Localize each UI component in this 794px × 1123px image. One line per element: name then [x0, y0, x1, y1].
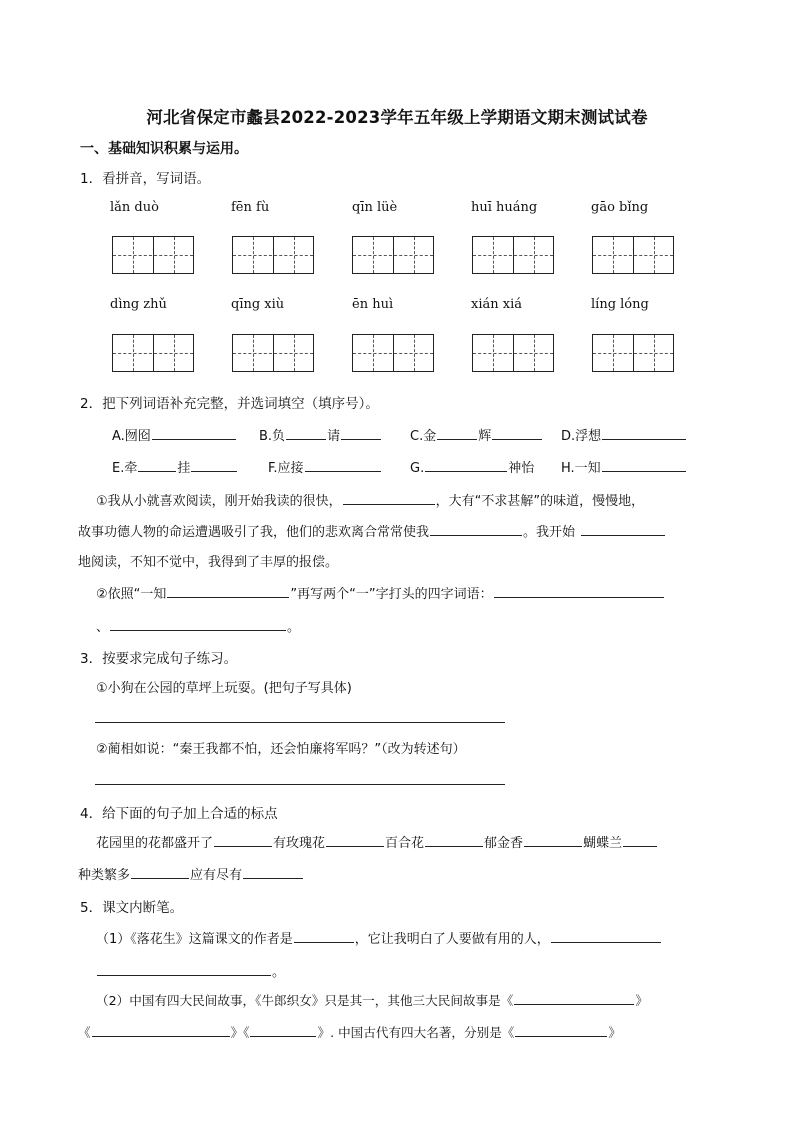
pinyin-label: lǎn duò: [110, 200, 159, 215]
word-option-c: C.金 辉: [410, 425, 543, 444]
section-heading: 一、基础知识积累与运用。: [80, 141, 248, 157]
word-option-d: D.浮想: [561, 425, 687, 444]
paragraph-1-line-1: ①我从小就喜欢阅读，刚开始我读的很快， ，大有“不求甚解”的味道，慢慢地，: [96, 490, 644, 509]
pinyin-label: xián xiá: [471, 297, 522, 312]
q4-line-2: 种类繁多 应有尽有: [78, 864, 304, 883]
q3-sentence-2: ②蔺相如说：“秦王我都不怕，还会怕廉将军吗？”（改为转述句）: [96, 742, 466, 757]
q5-item-1-line-1: （1）《落花生》这篇课文的作者是 ，它让我明白了人要做有用的人，: [96, 928, 662, 947]
q5-heading: 5．课文内断笔。: [80, 900, 184, 916]
writing-grid[interactable]: [352, 236, 434, 274]
word-option-h: H.一知: [561, 457, 687, 476]
writing-grid[interactable]: [472, 236, 554, 274]
pinyin-label: dìng zhǔ: [110, 297, 167, 312]
q3-heading: 3．按要求完成句子练习。: [80, 651, 238, 667]
pinyin-label: qīn lüè: [352, 200, 398, 215]
paragraph-1-line-2: 故事功德人物的命运遭遇吸引了我，他们的悲欢离合常常使我 。我开始: [78, 521, 666, 540]
writing-grid[interactable]: [352, 334, 434, 372]
pinyin-label: líng lóng: [591, 297, 649, 312]
pinyin-label: qīng xiù: [231, 297, 285, 312]
word-option-g: G. 神怡: [410, 457, 534, 476]
answer-line[interactable]: [95, 784, 505, 785]
paragraph-2-line-1: ②依照“一知 ”再写两个“一”字打头的四字词语：: [96, 583, 665, 602]
pinyin-label: ēn huì: [352, 297, 394, 312]
paragraph-1-line-3: 地阅读，不知不觉中，我得到了丰厚的报偿。: [78, 555, 339, 570]
word-option-a: A.囫囵: [112, 425, 237, 444]
pinyin-label: fēn fù: [231, 200, 270, 215]
writing-grid[interactable]: [232, 334, 314, 372]
answer-line[interactable]: [95, 722, 505, 723]
word-option-f: F.应接: [268, 457, 382, 476]
word-option-e: E.牵 挂: [112, 457, 238, 476]
writing-grid[interactable]: [592, 236, 674, 274]
pinyin-label: huī huáng: [471, 200, 538, 215]
writing-grid[interactable]: [112, 236, 194, 274]
q5-item-1-line-2: 。: [96, 961, 285, 980]
q5-item-2-line-1: （2）中国有四大民间故事，《牛郎织女》只是其一，其他三大民间故事是《 》: [96, 990, 648, 1009]
q1-heading: 1．看拼音，写词语。: [80, 171, 211, 187]
paragraph-2-line-2: 、 。: [96, 616, 300, 635]
pinyin-label: gāo bǐng: [591, 200, 649, 215]
q2-heading: 2．把下列词语补充完整，并选词填空（填序号）。: [80, 396, 379, 412]
q3-sentence-1: ①小狗在公园的草坪上玩耍。(把句子写具体): [96, 681, 352, 696]
q5-item-2-line-2: 《 》《 》. 中国古代有四大名著，分别是《 》: [78, 1022, 621, 1041]
page-title: 河北省保定市蠡县2022-2023学年五年级上学期语文期末测试试卷: [146, 108, 648, 127]
q4-heading: 4．给下面的句子加上合适的标点: [80, 806, 278, 822]
writing-grid[interactable]: [112, 334, 194, 372]
word-option-b: B.负 请: [259, 425, 382, 444]
q4-line-1: 花园里的花都盛开了 有玫瑰花 百合花 郁金香 蝴蝶兰: [96, 832, 658, 851]
writing-grid[interactable]: [592, 334, 674, 372]
writing-grid[interactable]: [472, 334, 554, 372]
writing-grid[interactable]: [232, 236, 314, 274]
